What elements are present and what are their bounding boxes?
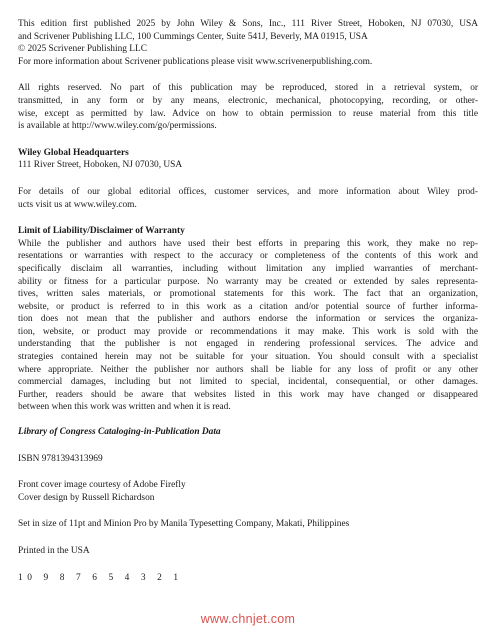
rights-line: transmitted, in any form or by any means, electronic, mechanical, photocopying, recording, or other- xyxy=(18,95,478,106)
printed-in: Printed in the USA xyxy=(18,546,90,556)
typesetting-info: Set in size of 11pt and Minion Pro by Manila Typesetting Company, Makati, Philippines xyxy=(18,519,350,530)
warranty-line: strategies contained herein may not be suitable for your situation. You should consult with a specialist xyxy=(18,352,478,363)
publication-line: and Scrivener Publishing LLC, 100 Cummings Center, Suite 541J, Beverly, MA 01915, USA xyxy=(18,31,368,42)
watermark: www.chnjet.com xyxy=(200,612,296,626)
copyright-line: © 2025 Scrivener Publishing LLC xyxy=(18,44,147,55)
rights-line: wise, except as permitted by law. Advice on how to obtain permission to reuse material from this title xyxy=(18,108,478,119)
warranty-line: understanding that the publisher is not engaged in rendering professional services. The advice and xyxy=(18,339,478,350)
warranty-line: website, or product is referred to in this work as a citation and/or potential source of further informa- xyxy=(18,301,478,312)
warranty-line: specifically disclaim all warranties, including without limitation any implied warranties of merchant- xyxy=(18,263,478,274)
warranty-line: Further, readers should be aware that websites listed in this work may have changed or disappeared xyxy=(18,389,478,400)
details-section xyxy=(18,186,478,211)
warranty-line: tion does not mean that the publisher and authors endorse the information or services the organiza- xyxy=(18,314,478,325)
warranty-line: ability or fitness for a particular purpose. No warranty may be created or extended by sales representa- xyxy=(18,276,478,287)
cataloging-heading: Library of Congress Cataloging-in-Publication Data xyxy=(18,427,221,438)
cataloging-section xyxy=(18,426,478,439)
printing-line-section xyxy=(18,572,478,585)
headquarters-address: 111 River Street, Hoboken, NJ 07030, USA xyxy=(18,160,183,171)
warranty-section xyxy=(18,225,478,414)
details-line: For details of our global editorial offices, customer services, and more information about Wiley prod- xyxy=(18,186,478,197)
rights-line: is available at http://www.wiley.com/go/permissions. xyxy=(18,121,217,132)
publication-line: This edition first published 2025 by John Wiley & Sons, Inc., 111 River Street, Hoboken, NJ 07030, USA xyxy=(18,19,478,29)
rights-notice xyxy=(18,82,478,132)
typesetting-section xyxy=(18,518,478,531)
cover-design-credit: Cover design by Russell Richardson xyxy=(18,492,155,503)
rights-line: All rights reserved. No part of this publication may be reproduced, stored in a retrieval system, or xyxy=(18,83,478,94)
warranty-line: tion, website, or product may provide or recommendations it may make. This work is sold with the xyxy=(18,326,478,337)
headquarters-heading: Wiley Global Headquarters xyxy=(18,147,129,158)
copyright-page xyxy=(18,18,478,584)
publication-info xyxy=(18,18,478,68)
isbn: ISBN 9781394313969 xyxy=(18,453,103,464)
warranty-line: commercial damages, including but not limited to special, incidental, consequential, or other damages. xyxy=(18,377,478,388)
warranty-heading: Limit of Liability/Disclaimer of Warranty xyxy=(18,226,185,237)
warranty-line: resentations or warranties with respect to the accuracy or completeness of the contents of this work and xyxy=(18,251,478,262)
warranty-line: tives, written sales materials, or promotional statements for this work. The fact that an organization, xyxy=(18,289,478,300)
printed-section xyxy=(18,545,478,558)
publication-line: For more information about Scrivener publications please visit www.scrivenerpublishing.com. xyxy=(18,56,373,67)
printing-line: 10 9 8 7 6 5 4 3 2 1 xyxy=(18,572,183,583)
headquarters-section xyxy=(18,147,478,172)
credits-section xyxy=(18,479,478,504)
cover-image-credit: Front cover image courtesy of Adobe Firefly xyxy=(18,480,186,491)
warranty-line: While the publisher and authors have used their best efforts in preparing this work, they make no rep- xyxy=(18,238,478,249)
details-line: ucts visit us at www.wiley.com. xyxy=(18,199,137,210)
warranty-line: between when this work was written and when it is read. xyxy=(18,402,231,413)
isbn-section xyxy=(18,453,478,466)
warranty-line: where appropriate. Neither the publisher nor authors shall be liable for any loss of profit or any other xyxy=(18,364,478,375)
